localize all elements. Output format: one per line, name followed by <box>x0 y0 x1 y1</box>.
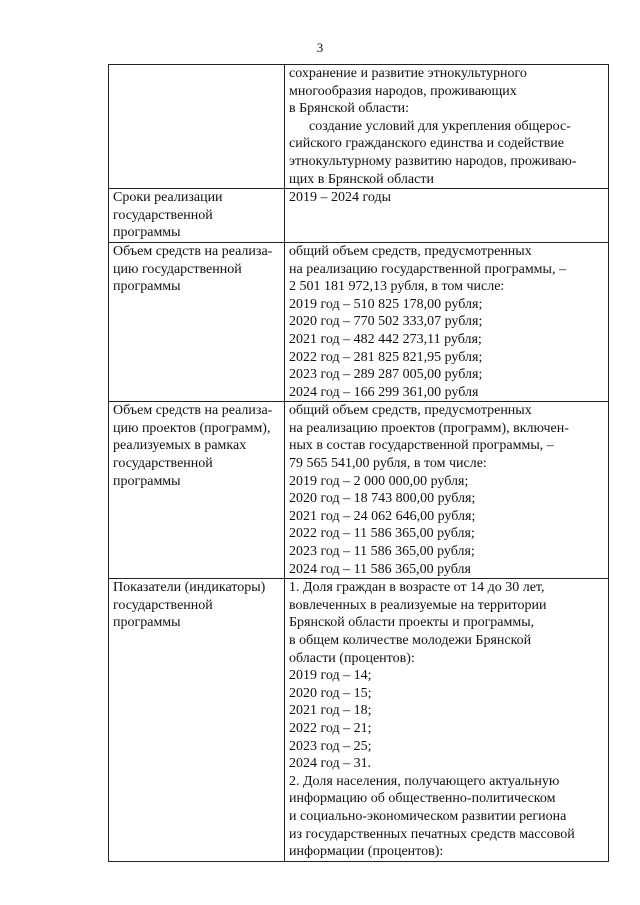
content-line: 2. Доля населения, получающего актуальную <box>289 773 560 789</box>
row-label-cell <box>109 65 285 189</box>
content-line: общий объем средств, предусмотренных <box>289 403 532 419</box>
label-line: программы <box>113 279 181 295</box>
row-content-cell <box>285 242 609 401</box>
content-line: на реализацию проектов (программ), включен- <box>289 420 569 436</box>
content-line: 2020 год – 770 502 333,07 рубля; <box>289 314 483 330</box>
content-line: многообразия народов, проживающих <box>289 83 517 99</box>
content-line: щих в Брянской области <box>289 171 434 187</box>
table-row <box>109 189 609 243</box>
row-content-cell <box>285 189 609 243</box>
content-line: 2 501 181 972,13 рубля, в том числе: <box>289 279 505 295</box>
content-line: создание условий для укрепления общерос- <box>309 118 571 134</box>
content-line: 1. Доля граждан в возрасте от 14 до 30 лет, <box>289 580 545 596</box>
row-content-cell <box>285 65 609 189</box>
content-line: ных в состав государственной программы, – <box>289 438 554 454</box>
content-line: 2021 год – 482 442 273,11 рубля; <box>289 331 482 347</box>
row-content-cell <box>285 402 609 579</box>
content-line: Брянской области проекты и программы, <box>289 615 535 631</box>
content-line: информацию об общественно-политическом <box>289 791 556 807</box>
label-line: Объем средств на реализа- <box>113 243 273 259</box>
content-line: в общем количестве молодежи Брянской <box>289 633 532 648</box>
label-line: программы <box>113 473 181 489</box>
content-line: 2021 год – 18; <box>289 703 372 719</box>
content-line: 2019 год – 510 825 178,00 рубля; <box>289 296 483 312</box>
row-content-cell <box>285 579 609 862</box>
content-line: из государственных печатных средств массовой <box>289 826 575 842</box>
row-label-cell <box>109 402 285 579</box>
content-line: 2019 год – 14; <box>289 668 372 684</box>
content-line: 2022 год – 11 586 365,00 рубля; <box>289 526 475 542</box>
content-line: области (процентов): <box>289 650 415 666</box>
content-line: общий объем средств, предусмотренных <box>289 243 532 259</box>
label-line: Сроки реализации <box>113 190 223 206</box>
label-line: реализуемых в рамках <box>113 438 247 454</box>
content-line: этнокультурному развитию народов, проживаю- <box>289 153 577 169</box>
content-line: 2023 год – 11 586 365,00 рубля; <box>289 544 475 560</box>
label-line: цию проектов (программ), <box>113 420 271 436</box>
row-label-cell <box>109 579 285 862</box>
content-line: информации (процентов): <box>289 844 444 860</box>
content-line: 2022 год – 281 825 821,95 рубля; <box>289 349 483 365</box>
content-line: 79 565 541,00 рубля, в том числе: <box>289 456 487 472</box>
table-row <box>109 579 609 862</box>
table-row <box>109 242 609 401</box>
row-label-cell <box>109 189 285 243</box>
content-line: вовлеченных в реализуемые на территории <box>289 597 547 613</box>
content-line: 2024 год – 31. <box>289 756 372 772</box>
table-row <box>109 402 609 579</box>
passport-table <box>108 64 609 862</box>
label-line: государственной <box>113 207 213 223</box>
label-line: программы <box>113 225 181 241</box>
label-line: государственной <box>113 597 213 613</box>
label-line: Показатели (индикаторы) <box>113 580 266 596</box>
label-line: цию государственной <box>113 261 242 277</box>
content-line: 2020 год – 15; <box>289 685 372 701</box>
content-line: 2023 год – 289 287 005,00 рубля; <box>289 367 483 383</box>
content-line: 2022 год – 21; <box>289 720 372 736</box>
label-line: государственной <box>113 456 213 472</box>
content-line: 2019 – 2024 годы <box>289 190 392 206</box>
table-row <box>109 65 609 189</box>
content-line: 2020 год – 18 743 800,00 рубля; <box>289 491 476 507</box>
row-label-cell <box>109 242 285 401</box>
content-line: 2024 год – 166 299 361,00 рубля <box>289 384 479 400</box>
page-number: 3 <box>316 40 324 55</box>
content-line: 2024 год – 11 586 365,00 рубля <box>289 561 471 577</box>
content-line: 2019 год – 2 000 000,00 рубля; <box>289 473 469 489</box>
content-line: и социально-экономическом развитии региона <box>289 808 567 824</box>
content-line: на реализацию государственной программы, – <box>289 261 566 277</box>
label-line: программы <box>113 615 181 631</box>
label-line: Объем средств на реализа- <box>113 403 273 419</box>
content-line: в Брянской области: <box>289 101 410 117</box>
content-line: сийского гражданского единства и содействие <box>289 136 564 152</box>
content-line: 2023 год – 25; <box>289 738 372 754</box>
content-line: сохранение и развитие этнокультурного <box>289 66 527 81</box>
content-line: 2021 год – 24 062 646,00 рубля; <box>289 508 476 524</box>
